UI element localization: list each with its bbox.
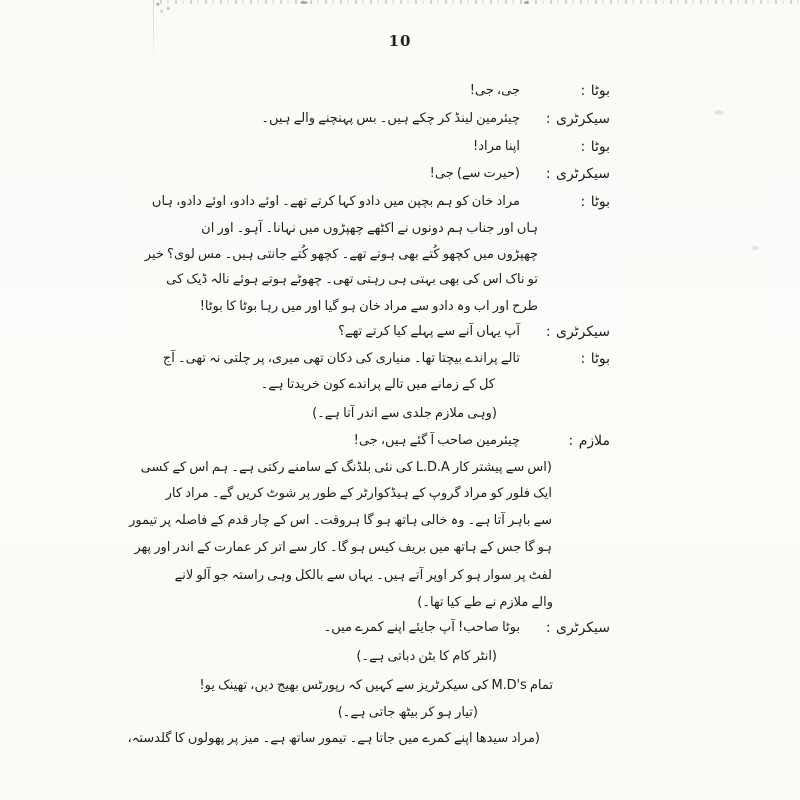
speaker-label: سیکرٹری : (545, 620, 610, 636)
script-line (0, 433, 800, 459)
stage-direction-text: (تیار ہو کر بیٹھ جاتی ہے۔) (337, 705, 478, 720)
dialogue-text: چھپڑوں میں کچھو کُتے بھی ہوتے تھے۔ کچھو کُتے جانتی ہیں۔ مس لوی؟ خیر (144, 247, 538, 262)
script-line (0, 678, 800, 704)
script-line (0, 705, 800, 731)
script-line (0, 595, 800, 621)
dialogue-text: چیئرمین صاحب آ گئے ہیں، جی! (353, 433, 520, 448)
script-line (0, 247, 800, 273)
script-line (0, 351, 800, 377)
dialogue-text: تالے پراندے بیچتا تھا۔ منیاری کی دکان تھی میری، پر چلتی نہ تھی۔ آج (162, 351, 520, 366)
script-line (0, 194, 800, 220)
stage-direction-text: (اس سے پیشتر کار L.D.A کی نئی بلڈنگ کے سامنے رکتی ہے۔ ہم اس کے کسی (140, 460, 552, 475)
dialogue-text: مراد خان کو ہم بچپن میں دادو کہا کرتے تھے۔ اوئے دادو، اوئے دادو، ہاں (151, 194, 520, 209)
script-line (0, 460, 800, 486)
speaker-label: بوٹا : (580, 351, 610, 367)
speaker-label: سیکرٹری : (545, 111, 610, 127)
speaker-label: سیکرٹری : (545, 324, 610, 340)
speaker-label: سیکرٹری : (545, 166, 610, 182)
script-line (0, 540, 800, 566)
script-line (0, 139, 800, 165)
scan-artifact-fold-line (153, 0, 154, 68)
dialogue-text: (حیرت سے) جی! (429, 166, 520, 181)
page-number: 10 (388, 32, 412, 50)
scan-artifact-smudge (300, 1, 308, 4)
script-line (0, 83, 800, 109)
script-line (0, 166, 800, 192)
script-line (0, 486, 800, 512)
script-line (0, 513, 800, 539)
script-line (0, 272, 800, 298)
script-line (0, 649, 800, 675)
stage-direction-text: والے ملازم نے طے کیا تھا۔) (417, 595, 553, 610)
script-line (0, 324, 800, 350)
stage-direction-text: سے باہر آتا ہے۔ وہ خالی ہاتھ ہو گا ہروقت۔ اس کے چار قدم کے فاصلہ پر تیمور (129, 513, 552, 528)
script-line (0, 620, 800, 646)
stage-direction-text: (انٹر کام کا بٹن دباتی ہے۔) (356, 649, 497, 664)
stage-direction-text: ہو گا جس کے ہاتھ میں بریف کیس ہو گا۔ کار سے اتر کر عمارت کے اندر اور پھر (134, 540, 552, 555)
stage-direction-text: (مراد سیدھا اپنے کمرے میں جاتا ہے۔ تیمور ساتھ ہے۔ میز پر پھولوں کا گلدستہ، (127, 731, 540, 746)
script-line (0, 299, 800, 325)
dialogue-text: جی، جی! (469, 83, 520, 98)
dialogue-text: ہاں اور جناب ہم دونوں نے اکٹھے چھپڑوں میں نہانا۔ آہو۔ اور ان (201, 221, 538, 236)
dialogue-text: بوٹا صاحب! آپ جایئے اپنے کمرے میں۔ (323, 620, 520, 635)
stage-direction-text: لفٹ پر سوار ہو کر اوپر آتے ہیں۔ یہاں سے بالکل وہی راستہ جو آلو لانے (174, 568, 552, 583)
scan-artifact-top-strip (160, 0, 800, 4)
script-line (0, 111, 800, 137)
script-line (0, 568, 800, 594)
dialogue-text: تمام M.D's کی سیکرٹریز سے کہیں کہ رپورٹس بھیج دیں، تھینک یو! (199, 678, 553, 693)
speaker-label: بوٹا : (580, 194, 610, 210)
stage-direction-text: ایک فلور کو مراد گروپ کے ہیڈکوارٹر کے طور پر شوٹ کریں گے۔ مراد کار (165, 486, 552, 501)
dialogue-text: طرح اور اب وہ دادو سے مراد خان ہو گیا اور میں رہا بوٹا کا بوٹا! (199, 299, 538, 314)
speaker-label: ملازم : (568, 433, 610, 449)
dialogue-text: چیئرمین لینڈ کر چکے ہیں۔ بس پہنچنے والے ہیں۔ (261, 111, 520, 126)
speaker-label: بوٹا : (580, 139, 610, 155)
stage-direction-text: (وہی ملازم جلدی سے اندر آتا ہے۔) (312, 406, 497, 421)
speaker-label: بوٹا : (580, 83, 610, 99)
scan-artifact-smudge (524, 1, 529, 4)
dialogue-text: کل کے زمانے میں تالے پراندے کون خریدتا ہے۔ (260, 377, 495, 392)
script-line (0, 221, 800, 247)
dialogue-text: آپ یہاں آنے سے پہلے کیا کرتے تھے؟ (338, 324, 520, 339)
script-line (0, 731, 800, 757)
script-line (0, 377, 800, 403)
dialogue-text: اپنا مراد! (473, 139, 520, 154)
dialogue-text: تو ناک اس کی بھی بہتی ہی رہتی تھی۔ چھوٹے ہوتے ہوئے نالہ ڈیک کی (166, 272, 538, 287)
script-line (0, 406, 800, 432)
